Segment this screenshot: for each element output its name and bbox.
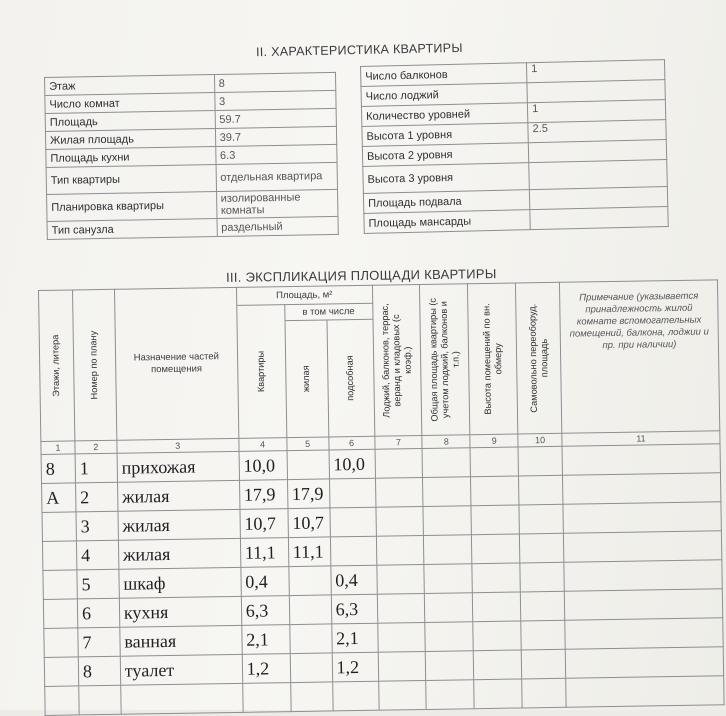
- column-number: 11: [562, 431, 720, 446]
- cell-loggia: [378, 651, 426, 681]
- header-area: Площадь, м²: [236, 285, 372, 305]
- header-plan-number: Номер по плану: [72, 289, 116, 441]
- cell-plan-number: 6: [77, 598, 119, 628]
- cell-height: [472, 563, 520, 593]
- cell-living-area: [289, 624, 331, 654]
- characteristic-label: Этаж: [45, 75, 215, 96]
- column-number: 10: [518, 433, 562, 447]
- cell-plan-number: 7: [78, 627, 120, 657]
- cell-plan-number: 4: [76, 540, 118, 570]
- characteristic-label: Тип санузла: [47, 219, 217, 240]
- empty-cell: [332, 681, 378, 711]
- characteristic-label: Высота 1 уровня: [362, 123, 529, 147]
- cell-note: [563, 502, 721, 533]
- cell-loggia: [375, 448, 423, 478]
- characteristic-value: раздельный: [217, 216, 339, 236]
- cell-loggia: [376, 506, 424, 536]
- column-number: 6: [328, 436, 374, 450]
- header-total-area: Общая площадь квартиры (с учетом лоджий, балконов и т.п.): [420, 284, 470, 436]
- cell-total: [426, 651, 474, 681]
- cell-self: [519, 475, 563, 505]
- characteristic-row: [47, 216, 338, 239]
- cell-living-area: 11,1: [288, 537, 330, 567]
- cell-loggia: [376, 535, 424, 565]
- cell-note: [564, 560, 722, 591]
- cell-flat-area: 11,1: [240, 538, 288, 568]
- cell-self: [520, 533, 564, 563]
- cell-self: [519, 504, 563, 534]
- cell-flat-area: 6,3: [241, 596, 289, 626]
- cell-self: [521, 620, 565, 650]
- cell-note: [565, 618, 723, 649]
- characteristic-label: Число балконов: [361, 63, 528, 87]
- empty-cell: [45, 686, 79, 716]
- cell-loggia: [377, 593, 425, 623]
- cell-total: [423, 506, 471, 536]
- apartment-characteristics-right-table: [360, 59, 669, 234]
- cell-plan-number: 3: [76, 511, 118, 541]
- cell-purpose: ванная: [120, 625, 242, 656]
- cell-auxiliary-area: 2,1: [331, 623, 377, 653]
- apartment-characteristics-left-table: [44, 72, 339, 240]
- cell-self: [518, 446, 562, 476]
- cell-flat-area: 1,2: [242, 654, 290, 684]
- cell-total: [422, 448, 470, 478]
- characteristic-value: 39.7: [215, 126, 337, 146]
- cell-living-area: [289, 595, 331, 625]
- column-number: 4: [239, 438, 287, 452]
- cell-living-area: [290, 653, 332, 683]
- header-note: Примечание (указывается принадлежность жилой комнате вспомогательных помещений, балкона, лоджии и пр. при наличии): [560, 280, 720, 433]
- cell-flat-area: 2,1: [241, 625, 289, 655]
- cell-height: [473, 592, 521, 622]
- cell-auxiliary-area: 1,2: [332, 652, 378, 682]
- header-auxiliary: подсобная: [327, 319, 375, 437]
- characteristic-value: 59.7: [215, 108, 337, 128]
- cell-auxiliary-area: 0,4: [330, 565, 376, 595]
- cell-total: [424, 535, 472, 565]
- cell-flat-area: 0,4: [241, 567, 289, 597]
- cell-floor: [43, 570, 77, 600]
- cell-note: [563, 531, 721, 562]
- column-number: 5: [287, 437, 329, 451]
- characteristic-label: Высота 2 уровня: [362, 143, 529, 167]
- characteristic-label: Площадь подвала: [363, 190, 530, 214]
- cell-loggia: [375, 477, 423, 507]
- cell-total: [425, 622, 473, 652]
- area-explication-table: [38, 279, 725, 716]
- cell-loggia: [377, 622, 425, 652]
- empty-cell: [290, 682, 332, 712]
- empty-cell: [522, 678, 566, 708]
- column-number: 8: [422, 435, 470, 449]
- column-number: 3: [117, 438, 239, 453]
- cell-note: [565, 647, 723, 678]
- empty-cell: [79, 685, 121, 715]
- characteristic-label: Высота 3 уровня: [363, 163, 530, 194]
- cell-purpose: жилая: [117, 480, 239, 511]
- header-purpose: Назначение частей помещения: [114, 287, 238, 440]
- cell-height: [471, 476, 519, 506]
- cell-self: [520, 591, 564, 621]
- characteristic-label: Площадь кухни: [46, 147, 216, 168]
- header-including: в том числе: [284, 303, 372, 320]
- section-3-title: III. ЭКСПЛИКАЦИЯ ПЛОЩАДИ КВАРТИРЫ: [225, 266, 497, 285]
- cell-total: [425, 593, 473, 623]
- cell-flat-area: 10,7: [240, 509, 288, 539]
- cell-height: [473, 621, 521, 651]
- header-height: Высота помещений по вн. обмеру: [468, 283, 518, 435]
- characteristic-value: 1: [528, 100, 666, 123]
- characteristic-label: Планировка квартиры: [47, 192, 217, 222]
- cell-height: [474, 650, 522, 680]
- header-floor: Этажи, литера: [39, 290, 75, 442]
- cell-note: [564, 589, 722, 620]
- cell-auxiliary-area: [330, 536, 376, 566]
- characteristic-value: изолированные комнаты: [216, 189, 338, 218]
- column-number: 9: [470, 434, 518, 448]
- cell-plan-number: 2: [75, 482, 117, 512]
- cell-flat-area: 17,9: [239, 480, 287, 510]
- cell-note: [562, 444, 720, 475]
- characteristic-value: [530, 207, 668, 230]
- cell-height: [471, 505, 519, 535]
- empty-cell: [474, 679, 522, 709]
- header-self-rebuilt: Самовольно переоборуд. площадь: [516, 282, 562, 434]
- cell-auxiliary-area: [329, 478, 375, 508]
- cell-purpose: прихожая: [117, 451, 239, 482]
- cell-living-area: [287, 450, 329, 480]
- cell-plan-number: 5: [77, 569, 119, 599]
- column-number: 2: [75, 440, 117, 454]
- cell-loggia: [376, 564, 424, 594]
- characteristic-value: 8: [214, 72, 336, 92]
- empty-cell: [378, 680, 426, 710]
- cell-purpose: кухня: [119, 596, 241, 627]
- cell-flat-area: 10,0: [239, 451, 287, 481]
- cell-floor: [44, 657, 78, 687]
- characteristic-value: 1: [527, 60, 665, 83]
- cell-total: [423, 477, 471, 507]
- empty-cell: [242, 683, 290, 713]
- empty-cell: [426, 680, 474, 710]
- characteristic-value: отдельная квартира: [216, 162, 338, 191]
- cell-living-area: 17,9: [287, 479, 329, 509]
- cell-floor: 8: [41, 454, 75, 484]
- cell-purpose: жилая: [118, 538, 240, 569]
- cell-purpose: туалет: [120, 654, 242, 685]
- characteristic-label: Число комнат: [45, 93, 215, 114]
- cell-living-area: [289, 566, 331, 596]
- header-flat-area: Квартиры: [236, 305, 286, 439]
- characteristic-label: Площадь мансарды: [364, 210, 531, 234]
- characteristic-label: Площадь: [45, 111, 215, 132]
- empty-cell: [566, 676, 724, 707]
- cell-purpose: шкаф: [119, 567, 241, 598]
- cell-floor: [44, 628, 78, 658]
- column-number: 1: [41, 441, 75, 455]
- cell-floor: А: [42, 483, 76, 513]
- cell-auxiliary-area: 10,0: [329, 449, 375, 479]
- cell-plan-number: 8: [78, 656, 120, 686]
- characteristic-value: [529, 160, 667, 190]
- characteristic-label: Число лоджий: [361, 83, 528, 107]
- cell-auxiliary-area: [330, 507, 376, 537]
- cell-floor: [42, 512, 76, 542]
- header-loggia: Лоджий, балконов, террас, веранд и кладовых (с коэф.): [372, 285, 422, 437]
- cell-floor: [43, 599, 77, 629]
- characteristic-label: Количество уровней: [361, 103, 528, 127]
- cell-self: [520, 562, 564, 592]
- cell-height: [472, 534, 520, 564]
- cell-height: [470, 447, 518, 477]
- header-living: жилая: [285, 320, 329, 438]
- cell-note: [563, 473, 721, 504]
- characteristic-label: Жилая площадь: [45, 129, 215, 150]
- section-2-title: II. ХАРАКТЕРИСТИКА КВАРТИРЫ: [255, 40, 463, 60]
- cell-self: [521, 649, 565, 679]
- characteristic-value: 3: [214, 90, 336, 110]
- cell-plan-number: 1: [75, 453, 117, 483]
- characteristic-label: Тип квартиры: [46, 165, 216, 195]
- characteristic-value: 2.5: [528, 120, 666, 143]
- cell-total: [424, 564, 472, 594]
- cell-purpose: жилая: [118, 509, 240, 540]
- characteristic-value: 6.3: [215, 144, 337, 164]
- cell-auxiliary-area: 6,3: [331, 594, 377, 624]
- cell-living-area: 10,7: [288, 508, 330, 538]
- column-number: 7: [374, 435, 422, 449]
- cell-floor: [42, 541, 76, 571]
